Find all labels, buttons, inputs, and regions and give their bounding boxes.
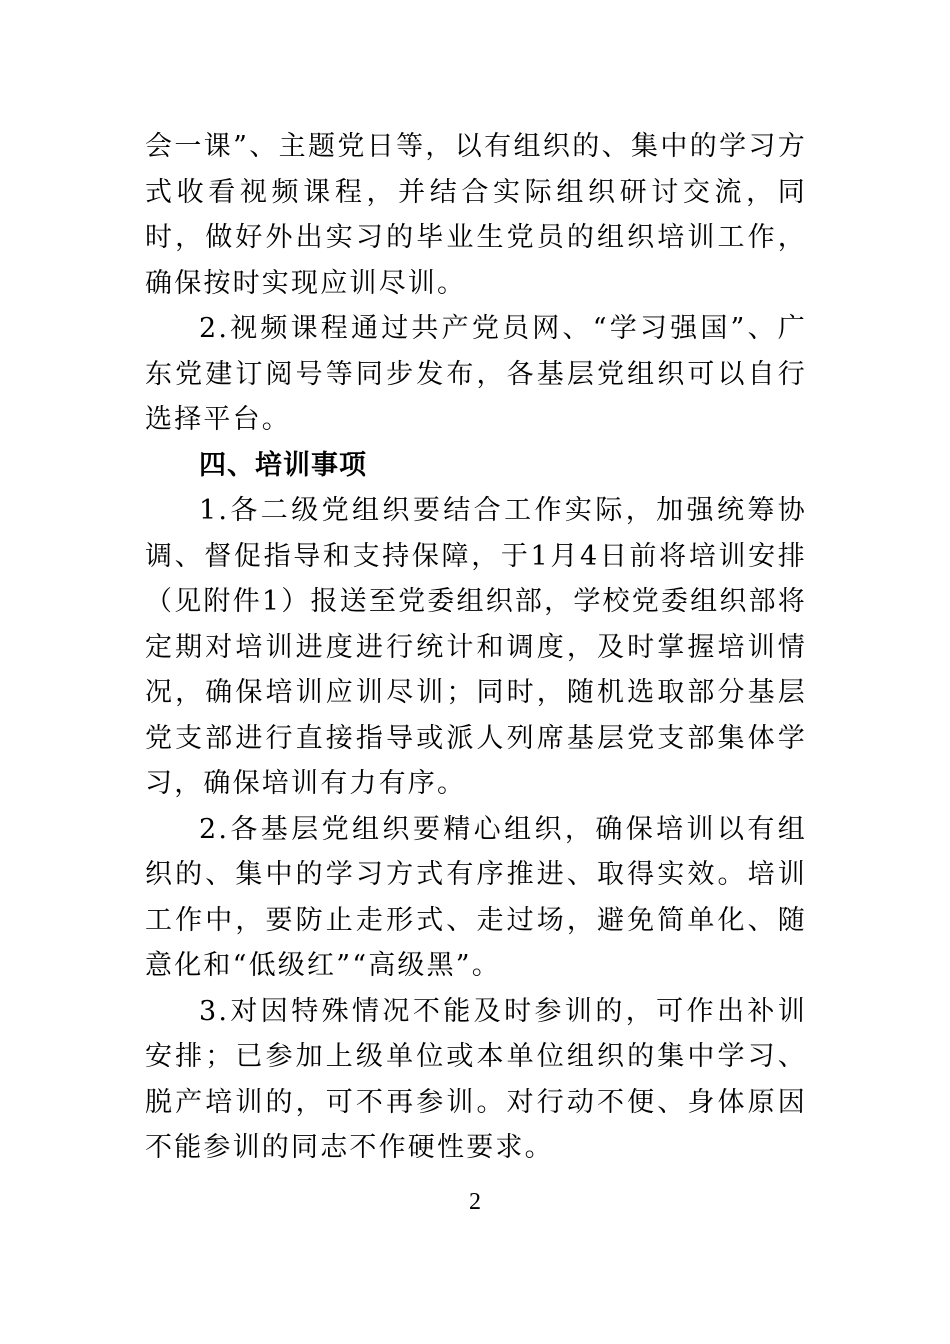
document-body [145, 124, 807, 1171]
section-heading-training-matters: 四、培训事项 [199, 449, 367, 481]
paragraph-continuation: 会一课”、主题党日等，以有组织的、集中的学习方式收看视频课程，并结合实际组织研讨交流，同时，做好外出实习的毕业生党员的组织培训工作，确保按时实现应训尽训。 [145, 131, 807, 299]
paragraph-item-1: 1.各二级党组织要结合工作实际，加强统筹协调、督促指导和支持保障，于1月4日前将培训安排（见附件1）报送至党委组织部，学校党委组织部将定期对培训进度进行统计和调度，及时掌握培训情况，确保培训应训尽训；同时，随机选取部分基层党支部进行直接指导或派人列席基层党支部集体学习，确保培训有力有序。 [145, 495, 807, 799]
paragraph-video-platforms: 2.视频课程通过共产党员网、“学习强国”、广东党建订阅号等同步发布，各基层党组织可以自行选择平台。 [145, 313, 807, 435]
paragraph-item-3: 3.对因特殊情况不能及时参训的，可作出补训安排；已参加上级单位或本单位组织的集中学习、脱产培训的，可不再参训。对行动不便、身体原因不能参训的同志不作硬性要求。 [145, 995, 807, 1163]
paragraph-item-2: 2.各基层党组织要精心组织，确保培训以有组织的、集中的学习方式有序推进、取得实效。培训工作中，要防止走形式、走过场，避免简单化、随意化和“低级红”“高级黑”。 [145, 813, 807, 981]
page-number: 2 [469, 1189, 481, 1215]
